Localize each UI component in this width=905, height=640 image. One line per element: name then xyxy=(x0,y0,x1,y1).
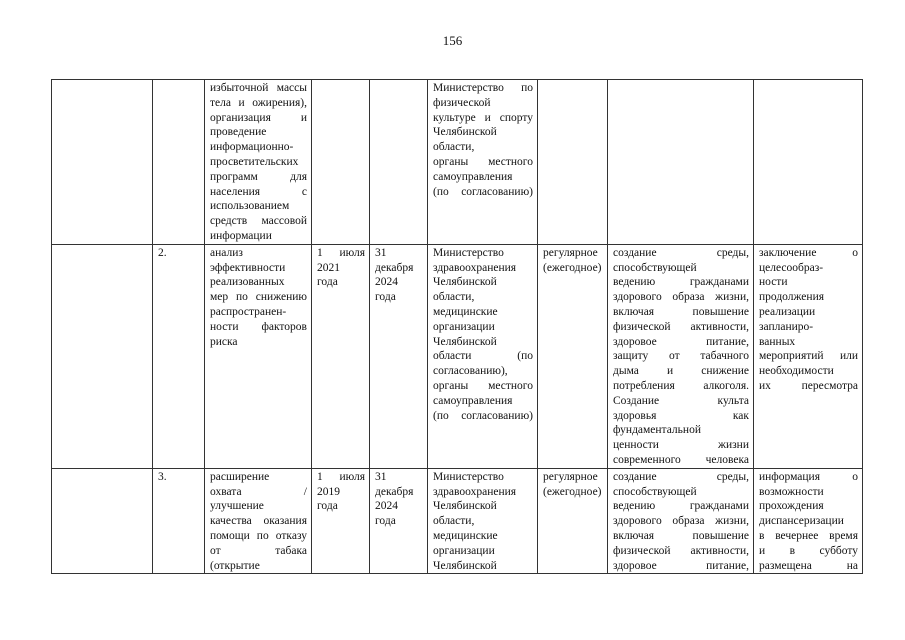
text-line: их пересмотра xyxy=(759,379,858,392)
text-line: 2019 xyxy=(317,485,340,498)
table-row xyxy=(52,468,863,574)
text-line: заключение о xyxy=(759,246,858,259)
text-line: потребления алкоголя. xyxy=(613,379,749,392)
text-line: размещена на xyxy=(759,559,858,572)
text-line: мероприятий или xyxy=(759,350,858,363)
text-line: фундаментальной xyxy=(613,424,701,437)
table-row xyxy=(52,244,863,468)
text-line: риска xyxy=(210,335,238,348)
text-line: (ежегодное) xyxy=(543,261,602,274)
text-line: 31 xyxy=(375,246,387,259)
text-line: качества оказания xyxy=(210,515,307,528)
end-date-cell xyxy=(370,468,428,574)
text-line: области, xyxy=(433,141,475,154)
text-line: создание среды, xyxy=(613,246,749,259)
text-line: организация и xyxy=(210,111,307,124)
text-line: Челябинской xyxy=(433,335,497,348)
table-row xyxy=(52,80,863,245)
text-line: физической xyxy=(433,96,491,109)
text-line: области, xyxy=(433,515,475,528)
text-line: ности xyxy=(759,276,788,289)
text-line: самоуправления xyxy=(433,394,513,407)
text-line: ведению гражданами xyxy=(613,276,749,289)
text-line: реализации xyxy=(759,305,816,318)
text-line: области, xyxy=(433,291,475,304)
text-line: самоуправления xyxy=(433,170,513,183)
text-line: целесообраз- xyxy=(759,261,824,274)
report-cell xyxy=(754,80,863,245)
text-line: продолжения xyxy=(759,291,825,304)
executors-cell xyxy=(428,80,538,245)
measure-cell xyxy=(205,468,312,574)
text-line: 31 xyxy=(375,470,387,483)
text-line: необходимости xyxy=(759,365,834,378)
text-line: (открытие xyxy=(210,559,260,572)
text-line: и в субботу xyxy=(759,544,858,557)
text-line: здорового образа жизни, xyxy=(613,291,749,304)
text-line: тела и ожирения), xyxy=(210,96,307,109)
text-line: информация о xyxy=(759,470,858,483)
blank-cell xyxy=(52,80,153,245)
text-line: здравоохранения xyxy=(433,485,517,498)
text-line: физической активности, xyxy=(613,544,749,557)
text-line: эффективности xyxy=(210,261,286,274)
periodicity-cell xyxy=(538,468,608,574)
text-line: здоровое питание, xyxy=(613,335,749,348)
row-number: 2. xyxy=(153,244,205,468)
page-number: 156 xyxy=(442,33,463,48)
start-date-cell xyxy=(312,244,370,468)
report-cell xyxy=(754,244,863,468)
end-date-cell xyxy=(370,244,428,468)
text-line: физической активности, xyxy=(613,320,749,333)
end-date-cell xyxy=(370,80,428,245)
text-line: современного человека xyxy=(613,453,749,466)
text-line: декабря xyxy=(375,261,414,274)
measures-table xyxy=(51,79,863,574)
text-line: включая повышение xyxy=(613,529,749,542)
text-line: (по согласованию) xyxy=(433,409,533,422)
text-line: программ для xyxy=(210,170,307,183)
text-line: года xyxy=(317,500,338,513)
text-line: ведению гражданами xyxy=(613,500,749,513)
text-line: распространен- xyxy=(210,305,287,318)
text-line: создание среды, xyxy=(613,470,749,483)
text-line: способствующей xyxy=(613,485,697,498)
text-line: диспансеризации xyxy=(759,515,844,528)
report-cell xyxy=(754,468,863,574)
text-line: помощи по отказу xyxy=(210,529,307,542)
blank-cell xyxy=(52,468,153,574)
text-line: запланиро- xyxy=(759,320,814,333)
text-line: анализ xyxy=(210,246,243,259)
text-line: (ежегодное) xyxy=(543,485,602,498)
executors-cell xyxy=(428,244,538,468)
text-line: регулярное xyxy=(543,246,598,259)
text-line: ности факторов xyxy=(210,320,307,333)
text-line: здоровья как xyxy=(613,409,749,422)
text-line: средств массовой xyxy=(210,215,307,228)
text-line: 2021 xyxy=(317,261,340,274)
executors-cell xyxy=(428,468,538,574)
start-date-cell xyxy=(312,468,370,574)
text-line: населения с xyxy=(210,185,307,198)
text-line: года xyxy=(375,291,396,304)
text-line: органы местного xyxy=(433,379,533,392)
result-cell xyxy=(608,468,754,574)
text-line: органы местного xyxy=(433,155,533,168)
text-line: от табака xyxy=(210,544,307,557)
text-line: Министерство xyxy=(433,470,504,483)
text-line: области (по xyxy=(433,350,533,363)
text-line: Челябинской xyxy=(433,500,497,513)
text-line: ценности жизни xyxy=(613,439,749,452)
text-line: культуре и спорту xyxy=(433,111,533,124)
text-line: декабря xyxy=(375,485,414,498)
row-number: 3. xyxy=(153,468,205,574)
text-line: Челябинской xyxy=(433,126,497,139)
text-line: 2024 xyxy=(375,276,398,289)
text-line: улучшение xyxy=(210,500,264,513)
measure-cell xyxy=(205,244,312,468)
text-line: медицинские xyxy=(433,305,498,318)
result-cell xyxy=(608,80,754,245)
text-line: просветительских xyxy=(210,155,299,168)
periodicity-cell xyxy=(538,80,608,245)
text-line: организации xyxy=(433,544,495,557)
text-line: прохождения xyxy=(759,500,824,513)
text-line: включая повышение xyxy=(613,305,749,318)
text-line: 1 июля xyxy=(317,246,365,259)
text-line: защиту от табачного xyxy=(613,350,749,363)
text-line: информационно- xyxy=(210,141,294,154)
text-line: Челябинской xyxy=(433,276,497,289)
text-line: здравоохранения xyxy=(433,261,517,274)
result-cell xyxy=(608,244,754,468)
text-line: ванных xyxy=(759,335,796,348)
measure-cell xyxy=(205,80,312,245)
blank-cell xyxy=(52,244,153,468)
text-line: мер по снижению xyxy=(210,291,307,304)
text-line: Челябинской xyxy=(433,559,497,572)
text-line: регулярное xyxy=(543,470,598,483)
text-line: года xyxy=(375,515,396,528)
text-line: здорового образа жизни, xyxy=(613,515,749,528)
text-line: охвата / xyxy=(210,485,307,498)
text-line: расширение xyxy=(210,470,270,483)
text-line: в вечернее время xyxy=(759,529,858,542)
text-line: способствующей xyxy=(613,261,697,274)
text-line: (по согласованию) xyxy=(433,185,533,198)
start-date-cell xyxy=(312,80,370,245)
periodicity-cell xyxy=(538,244,608,468)
text-line: согласованию), xyxy=(433,365,508,378)
text-line: Министерство по xyxy=(433,82,533,94)
text-line: использованием xyxy=(210,200,290,213)
text-line: информации xyxy=(210,229,272,242)
text-line: года xyxy=(317,276,338,289)
text-line: здоровое питание, xyxy=(613,559,749,572)
text-line: медицинские xyxy=(433,529,498,542)
text-line: избыточной массы xyxy=(210,82,307,94)
text-line: возможности xyxy=(759,485,824,498)
text-line: проведение xyxy=(210,126,267,139)
text-line: реализованных xyxy=(210,276,285,289)
text-line: дыма и снижение xyxy=(613,365,749,378)
text-line: 2024 xyxy=(375,500,398,513)
row-number xyxy=(153,80,205,245)
text-line: организации xyxy=(433,320,495,333)
text-line: Министерство xyxy=(433,246,504,259)
text-line: Создание культа xyxy=(613,394,749,407)
text-line: 1 июля xyxy=(317,470,365,483)
